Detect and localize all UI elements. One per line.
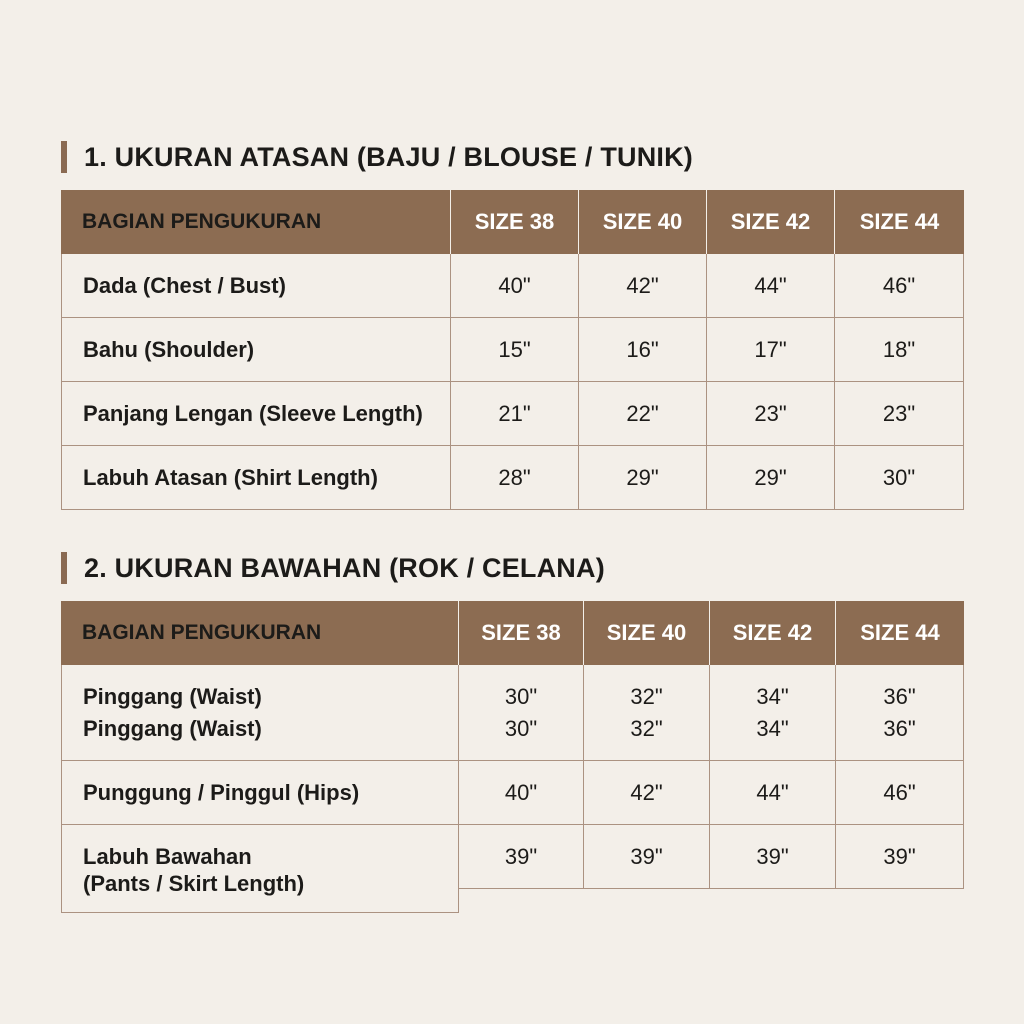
table-cell: 15" [451,318,579,382]
table-cell: 17" [707,318,835,382]
table-cell: 21" [451,382,579,446]
table-cell [584,825,710,889]
table-cell: 23" [707,382,835,446]
cell-line: 34" [756,683,789,709]
row-label: Labuh Atasan (Shirt Length) [61,446,451,510]
table-header-cell: SIZE 44 [835,190,964,254]
cell-value: 39" [630,844,663,869]
table-cell: 46" [835,254,964,318]
cell-line: 30" [504,715,538,741]
table-header-cell: SIZE 38 [451,190,579,254]
table-cell [710,665,836,761]
row-label-line: Pinggang (Waist) [83,715,262,741]
table-cell [710,825,836,889]
table-cell: 44" [707,254,835,318]
cell-line: 36" [883,715,916,741]
table-cell: 44" [710,761,836,825]
row-label [61,825,459,913]
table-cell [459,665,584,761]
table-header-cell: SIZE 40 [579,190,707,254]
cell-line: 32" [630,715,663,741]
table-header-cell: SIZE 40 [584,601,710,665]
table-cell: 40" [459,761,584,825]
table-cell: 28" [451,446,579,510]
table-cell: 18" [835,318,964,382]
section-1-title-text: 1. UKURAN ATASAN (BAJU / BLOUSE / TUNIK) [84,141,694,172]
table-cell [836,665,964,761]
table-cell: 29" [707,446,835,510]
cell-line: 32" [630,683,663,709]
row-label: Panjang Lengan (Sleeve Length) [61,382,451,446]
row-label-line: (Pants / Skirt Length) [83,871,305,896]
table-header-cell: SIZE 38 [459,601,584,665]
table-cell: 29" [579,446,707,510]
table-cell [459,825,584,889]
cell-line: 30" [504,683,538,709]
title-accent-bar [61,141,67,173]
table-header-cell: BAGIAN PENGUKURAN [61,601,459,665]
bottoms-size-table [61,601,964,913]
section-2-title [61,550,605,586]
title-accent-bar [61,552,67,584]
row-label: Punggung / Pinggul (Hips) [61,761,459,825]
table-cell: 23" [835,382,964,446]
row-label-line: Pinggang (Waist) [83,683,262,709]
table-cell: 22" [579,382,707,446]
cell-value: 39" [883,844,916,869]
table-cell: 46" [836,761,964,825]
cell-value: 39" [756,844,789,869]
table-cell: 16" [579,318,707,382]
table-header-cell: SIZE 44 [836,601,964,665]
cell-value: 39" [504,844,538,869]
section-2-title-text: 2. UKURAN BAWAHAN (ROK / CELANA) [84,552,605,583]
tops-size-table [61,190,964,510]
table-cell: 30" [835,446,964,510]
row-label-line: Labuh Bawahan [83,844,252,869]
row-label [61,665,459,761]
table-cell [836,825,964,889]
row-label: Dada (Chest / Bust) [61,254,451,318]
row-label: Bahu (Shoulder) [61,318,451,382]
table-header-cell: BAGIAN PENGUKURAN [61,190,451,254]
section-1-title [61,139,693,175]
table-cell: 40" [451,254,579,318]
cell-line: 34" [756,715,789,741]
table-cell [584,665,710,761]
table-cell: 42" [584,761,710,825]
table-cell: 42" [579,254,707,318]
table-header-cell: SIZE 42 [710,601,836,665]
table-header-cell: SIZE 42 [707,190,835,254]
cell-line: 36" [883,683,916,709]
